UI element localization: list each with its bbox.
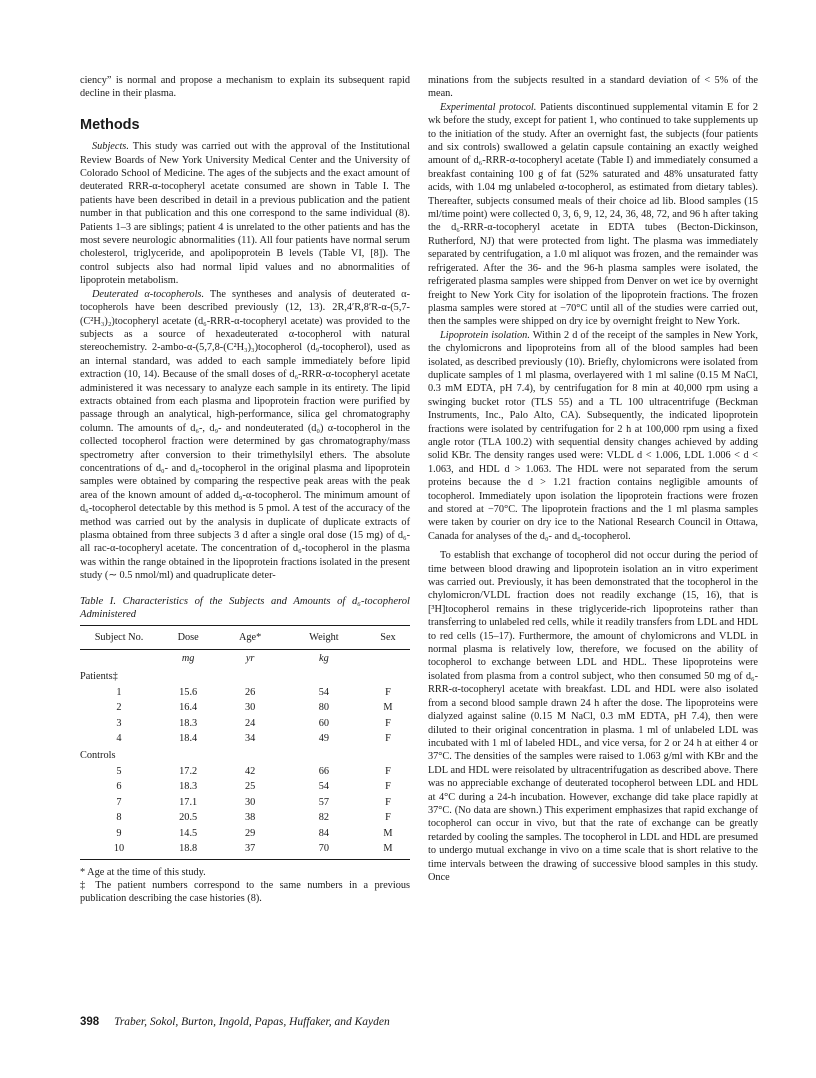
cell: 30 — [244, 702, 256, 714]
page-number: 398 — [80, 1016, 100, 1028]
deuterated-label: Deuterated α-tocopherols. — [92, 288, 205, 300]
col-header-age: Age* — [218, 625, 282, 649]
cell: 18.3 — [179, 781, 198, 793]
right-column — [428, 74, 758, 884]
cell: 17.2 — [179, 765, 198, 777]
col-header-weight: Weight — [282, 625, 366, 649]
unit-weight: kg — [319, 653, 329, 665]
continuation-text: minations from the subjects resulted in a standard deviation of < 5% of the mean. — [428, 75, 758, 100]
unit-sex — [366, 650, 410, 668]
cell: F — [385, 781, 391, 793]
cell: 17.1 — [179, 796, 198, 808]
cell: M — [366, 841, 410, 860]
cell: 3 — [116, 717, 122, 729]
footnote-patient-numbers: ‡ The patient numbers correspond to the same numbers in a previous publication describing the case histories (8). — [80, 880, 410, 905]
table-row — [80, 685, 410, 700]
cell: 49 — [318, 733, 330, 745]
cell: 34 — [244, 733, 256, 745]
cell: F — [385, 686, 391, 698]
cell: 9 — [116, 827, 122, 839]
section-heading: Methods — [80, 116, 140, 133]
deuterated-paragraph — [80, 288, 410, 583]
lipoprotein-paragraph — [428, 329, 758, 544]
table-caption: Table I. Characteristics of the Subjects and Amounts of d₆-tocopherol Administered — [80, 595, 410, 620]
deuterated-text: The syntheses and analysis of deuterated α-tocopherols have been described previously (12, 13). 2R,4′R,8′R-α-(5,7-(C²H₃)₂)tocopheryl acetate (d₆-RRR-α-tocopheryl acetate) was provided to the subjects as a source of hexadeuterated α-tocopherol with natural stereochemistry. 2-ambo-α-(5,7,8-(C²H₃)₃)tocopherol (d₉-tocopherol), used as an internal standard, was added to each sample immediately before lipid extraction (10, 14). Because of the small doses of d₆-RRR-α-tocopheryl acetate administered it was necessary to analyze each sample in its entirety. The lipid extracts obtained from each plasma and lipoprotein fraction were purified by passage through an analytical, high-performance, silica gel chromatography column. The amounts of d₆-, d₉- and nondeuterated (d₀) α-tocopherol in the collected tocopherol fraction were determined by gas chromatography/mass spectrometry after conversion to their trimethylsilyl ethers. The absolute concentrations of d₀- and d₆-tocopherol in the original plasma and lipoprotein samples were obtained by comparing the respective peak areas with the peak area of the known amount of added d₉-α-tocopherol. The minimum amount of d₆-tocopherol detectable by this method is 5 pmol. A test of the accuracy of the method was carried out by the analysis in duplicate of duplicate extracts of plasma obtained from three subjects 3 d after a single oral dose (15 mg) of d₆-all rac-α-tocopheryl acetate. The concentration of d₆-tocopherol in the plasma was within the range obtained in the lipoprotein fractions isolated in the present study (∼ 0.5 nmol/ml) and quadruplicate deter- — [80, 288, 410, 582]
cell: 5 — [116, 765, 122, 777]
intro-fragment: ciency” is normal and propose a mechanism to explain its subsequent rapid decline in their plasma. — [80, 75, 410, 100]
table-row — [80, 841, 410, 860]
page-footer — [80, 1016, 390, 1028]
table-row — [80, 795, 410, 810]
table-row — [80, 716, 410, 731]
cell: 20.5 — [179, 812, 198, 824]
table-row — [80, 826, 410, 841]
col-header-sex: Sex — [366, 625, 410, 649]
cell: 70 — [282, 841, 366, 860]
cell: 1 — [116, 686, 122, 698]
cell: F — [385, 717, 391, 729]
table-row — [80, 764, 410, 779]
unit-subject — [80, 650, 158, 668]
left-column — [80, 74, 410, 905]
cell: 80 — [318, 702, 330, 714]
lipoprotein-text: Within 2 d of the receipt of the samples in New York, the chylomicrons and lipoproteins from all of the blood samples had been isolated, as described previously (10). Briefly, chylomicrons were isolated from duplicate samples of 1 ml plasma, overlayered with 1 ml saline (0.15 M NaCl, 0.3 mM EDTA, pH 7.4), by centrifugation for 8 min at 40,000 rpm using a swinging bucket rotor (TLS 55) and a TL 100 ultracentrifuge (Beckman Instruments, Inc., Palo Alto, CA). Subsequently, the indicated lipoprotein fractions were isolated by centrifugation for 2 h at 100,000 rpm using a fixed angle rotor (TLA 100.2) with sequential density changes achieved by adding solid KBr. The density ranges used were: VLDL d < 1.006, LDL 1.006 < d < 1.063, and HDL d > 1.063. The HDL were not separated from the serum proteins because the d > 1.21 fraction contains negligible amounts of tocopherol. Immediately upon isolation the lipoprotein fractions were frozen and stored at −70°C. The lipoprotein fractions and the 1 ml plasma samples were taken by courier on dry ice to the National Research Council in Ottawa, Canada for analyses of the d₀- and d₆-tocopherol. — [428, 329, 758, 542]
protocol-label: Experimental protocol. — [440, 101, 537, 113]
col-header-dose: Dose — [158, 625, 218, 649]
cell: 18.3 — [179, 717, 198, 729]
cell: 18.8 — [158, 841, 218, 860]
group-label-controls: Controls — [80, 750, 116, 762]
table-row — [80, 700, 410, 715]
cell: F — [385, 796, 391, 808]
subjects-table — [80, 625, 410, 861]
cell: 6 — [116, 781, 122, 793]
cell: 18.4 — [179, 733, 198, 745]
table-row — [80, 731, 410, 746]
unit-dose: mg — [181, 653, 195, 665]
cell: 14.5 — [179, 827, 198, 839]
cell: 16.4 — [179, 702, 198, 714]
running-authors: Traber, Sokol, Burton, Ingold, Papas, Huffaker, and Kayden — [114, 1016, 390, 1028]
protocol-text: Patients discontinued supplemental vitamin E for 2 wk before the study, except for patient 1, who continued to take supplements up to the initiation of the study. After an overnight fast, the subjects (four patients and six controls) swallowed a gelatin capsule containing an exactly weighed amount of d₆-RRR-α-tocopheryl acetate (Table I) and immediately consumed a breakfast containing 100 g of fat (52% saturated and 48% unsaturated fatty acids, with 1.04 mg unlabeled α-tocopherol, as estimated from dietary tables). Thereafter, subjects consumed meals of their choice ad lib. Blood samples (15 ml/time point) were collected 0, 3, 6, 9, 12, 24, 36, 48, 72, and 96 h after taking the d₆-RRR-α-tocopheryl acetate in EDTA tubes (Becton-Dickinson, Rutherford, NJ) that were protected from light. The plasma was immediately separated by centrifugation, a 1.0 ml aliquot was frozen, and the remainder was refrigerated. After the 36- and the 96-h plasma samples were isolated, the refrigerated plasma samples were shipped from Denver on wet ice by overnight freight to New York City for isolation of the lipoprotein fractions. The frozen plasma samples were stored at −70°C until all of the studies were carried out, then the samples were shipped on dry ice by overnight freight to New York. — [428, 101, 758, 328]
cell: 4 — [116, 733, 122, 745]
cell: 8 — [116, 812, 122, 824]
cell: 10 — [80, 841, 158, 860]
cell: 84 — [318, 827, 330, 839]
cell: 82 — [318, 812, 330, 824]
cell: F — [385, 733, 391, 745]
cell: 7 — [116, 796, 122, 808]
cell: 26 — [244, 686, 256, 698]
group-label-patients: Patients‡ — [80, 671, 118, 683]
cell: 25 — [244, 781, 256, 793]
cell: 38 — [244, 812, 256, 824]
table-footnotes — [80, 866, 410, 905]
cell: 37 — [218, 841, 282, 860]
cell: F — [385, 812, 391, 824]
cell: 54 — [318, 686, 330, 698]
cell: M — [383, 827, 393, 839]
col-header-subject: Subject No. — [80, 625, 158, 649]
unit-age: yr — [245, 653, 255, 665]
subjects-text: This study was carried out with the approval of the Institutional Review Boards of New York University Medical Center and the University of Colorado School of Medicine. The ages of the subjects and the exact amount of deuterated RRR-α-tocopheryl acetate consumed are shown in Table I. The patients have been described in detail in a previous publication and the patient number in that publication and this one correspond to the same individual (8). Patients 1–3 are siblings; patient 4 is unrelated to the other patients and has the most severe neurologic abnormalities (11). All four patients have normal serum cholesterol, triglyceride, and apolipoprotein B levels (Table VI, [8]). The control subjects also had normal lipid values and no abnormalities of lipoprotein metabolism. — [80, 141, 410, 287]
cell: 54 — [318, 781, 330, 793]
lipoprotein-label: Lipoprotein isolation. — [440, 329, 530, 341]
cell: 30 — [244, 796, 256, 808]
footnote-age: * Age at the time of this study. — [80, 867, 206, 879]
cell: 57 — [318, 796, 330, 808]
protocol-paragraph — [428, 101, 758, 329]
cell: 24 — [244, 717, 256, 729]
cell: 60 — [318, 717, 330, 729]
cell: 42 — [244, 765, 256, 777]
cell: M — [383, 702, 393, 714]
cell: 66 — [318, 765, 330, 777]
subjects-paragraph — [80, 140, 410, 287]
cell: 29 — [244, 827, 256, 839]
cell: F — [385, 765, 391, 777]
cell: 15.6 — [179, 686, 198, 698]
table-row — [80, 779, 410, 794]
subjects-label: Subjects. — [92, 141, 129, 153]
exchange-paragraph: To establish that exchange of tocopherol did not occur during the period of time between blood drawing and lipoprotein isolation an in vitro experiment was carried out. Previously, it has been demonstrated that the tocopherol in the chylomicron/VLDL fraction does not readily exchange (15, 16), that is [³H]tocopherol remains in these triglyceride-rich lipoproteins rather than transferring to unlabeled red cells, while it readily transfers from LDL and HDL to red cells (15–17). Furthermore, the amount of chylomicrons and VLDL in normal plasma is relatively low, therefore, we focused on the ability of tocopherol to exchange between LDL and HDL. These lipoproteins were isolated from plasma from a control subject, who then consumed 50 mg of d₆-RRR-α-tocopheryl acetate with breakfast. LDL and HDL were also isolated from a second blood sample drawn 24 h after the dose. The lipoproteins were dialyzed against saline (0.15 M NaCl, 0.3 mM EDTA, pH 7.4), then were diluted to their original concentration in plasma. 1 ml of unlabeled LDL was incubated with 1 ml of labeled HDL, and vice versa, for 2 or 24 h at either 4 or 37°C. The densities of the samples were raised to 1.063 g/ml with KBr and the LDL and HDL were reisolated by ultracentrifugation as described above. There was no appreciable exchange of deuterated tocopherol between LDL and HDL at 4°C during a 24-h incubation. However, exchange did take place rapidly at 37°C. (No data are shown.) This experiment emphasizes that rapid exchange of tocopherol can occur in vivo, but that the rate of exchange can be greatly retarded by cooling the samples. The tocopherol in LDL and HDL are presumed to undergo mutual exchange in vivo on a time scale that is short relative to the time intervals between the drawing of successive blood samples in this study. Once — [428, 550, 758, 883]
table-row — [80, 810, 410, 825]
cell: 2 — [116, 702, 122, 714]
